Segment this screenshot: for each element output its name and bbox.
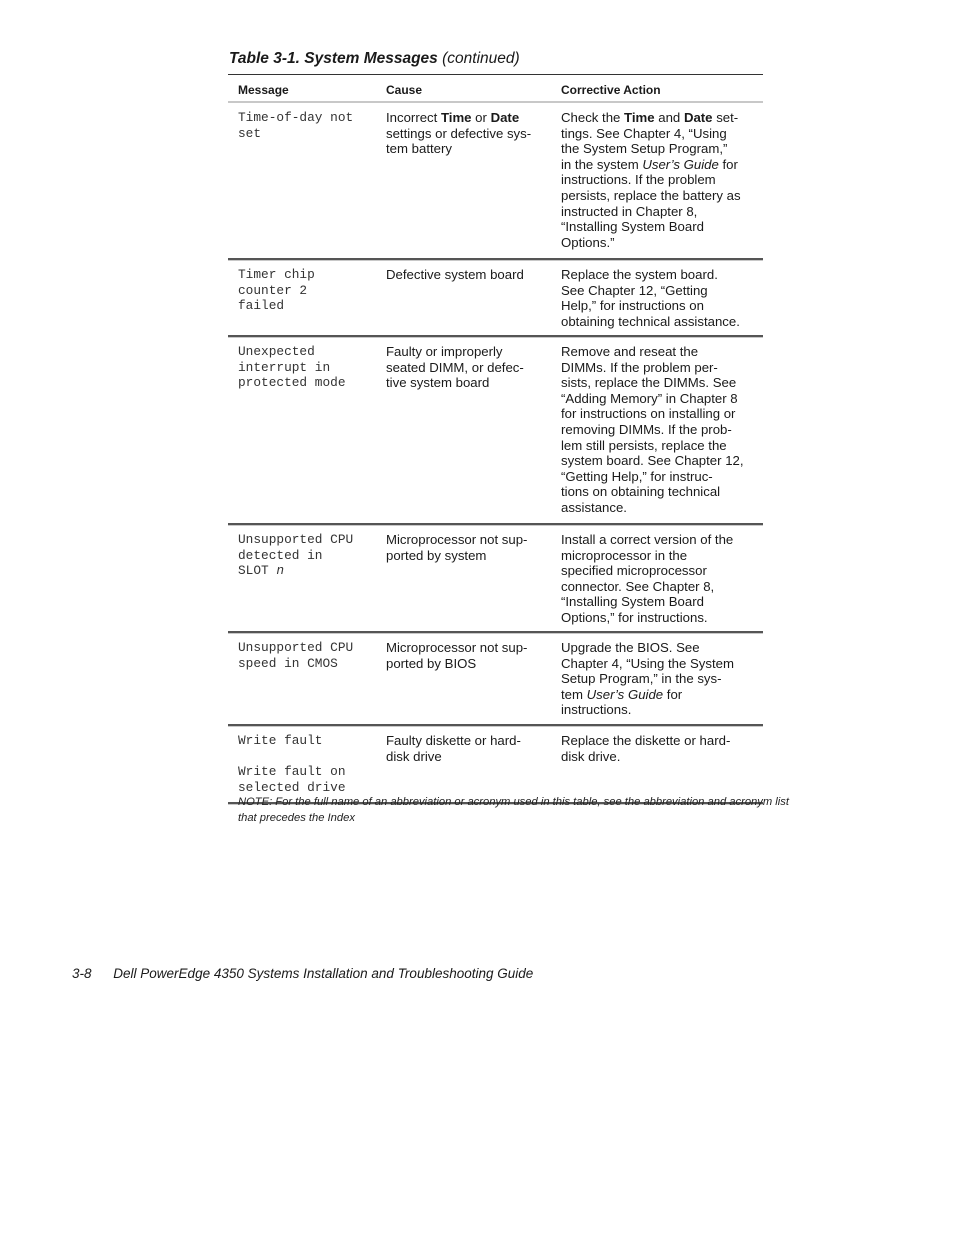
table-caption — [229, 50, 520, 68]
action-line: instructed in Chapter 8, — [561, 203, 698, 219]
cell-action — [561, 110, 761, 250]
action-line: “Installing System Board — [561, 594, 704, 610]
cell-action — [561, 267, 761, 329]
cell-cause — [386, 344, 551, 391]
message-line: Unsupported CPU — [238, 532, 354, 547]
cell-cause — [386, 733, 551, 764]
action-line: disk drive. — [561, 748, 621, 764]
message-line: Write fault on — [238, 764, 346, 780]
message-line: Unexpected — [238, 344, 315, 359]
cause-line: ported by BIOS — [386, 655, 477, 671]
cause-line: seated DIMM, or defec- — [386, 359, 524, 375]
table-row — [228, 337, 763, 525]
table-header — [228, 75, 763, 103]
action-line: “Adding Memory” in Chapter 8 — [561, 390, 738, 406]
action-line: tem User’s Guide for — [561, 686, 683, 702]
message-line: selected drive — [238, 779, 346, 795]
action-line: persists, replace the battery as — [561, 187, 741, 203]
cause-line: Faulty diskette or hard- — [386, 733, 521, 748]
action-line: instructions. If the problem — [561, 172, 716, 188]
table-title: System Messages — [304, 50, 438, 67]
action-line: Replace the system board. — [561, 267, 718, 282]
cause-line: Incorrect Time or Date — [386, 110, 520, 125]
action-line: tings. See Chapter 4, “Using — [561, 125, 727, 141]
message-line: SLOT n — [238, 563, 285, 579]
message-line: set — [238, 125, 262, 141]
cell-cause — [386, 640, 551, 671]
action-line: obtaining technical assistance. — [561, 313, 740, 329]
cell-cause — [386, 532, 551, 563]
action-line: system board. See Chapter 12, — [561, 453, 744, 469]
table-row — [228, 726, 763, 804]
cell-cause — [386, 267, 551, 283]
header-message: Message — [238, 83, 289, 97]
message-line: Time-of-day not — [238, 110, 354, 125]
page-footer — [72, 966, 533, 981]
cell-message — [238, 267, 383, 314]
action-line: tions on obtaining technical — [561, 484, 721, 500]
action-line: sists, replace the DIMMs. See — [561, 375, 737, 391]
message-line — [238, 749, 383, 765]
action-line: Setup Program,” in the sys- — [561, 671, 722, 687]
cause-line: Microprocessor not sup- — [386, 532, 528, 547]
cell-cause — [386, 110, 551, 157]
action-line: Chapter 4, “Using the System — [561, 655, 734, 671]
table-row — [228, 525, 763, 633]
action-line: lem still persists, replace the — [561, 437, 727, 453]
action-line: Check the Time and Date set- — [561, 110, 739, 125]
cause-line: ported by system — [386, 547, 487, 563]
message-line: Timer chip — [238, 267, 315, 282]
table-continued: (continued) — [442, 50, 520, 67]
message-line: detected in — [238, 547, 323, 563]
system-messages-table — [228, 74, 763, 804]
cell-action — [561, 344, 761, 516]
action-line: assistance. — [561, 499, 627, 515]
action-line: Upgrade the BIOS. See — [561, 640, 700, 655]
action-line: Options.” — [561, 234, 615, 250]
message-line: failed — [238, 298, 285, 314]
page-number: 3-8 — [72, 966, 92, 981]
cell-message — [238, 110, 383, 141]
cause-line: settings or defective sys- — [386, 125, 532, 141]
table-row — [228, 260, 763, 337]
table-number: Table 3-1. — [229, 50, 300, 67]
action-line: the System Setup Program,” — [561, 141, 728, 157]
cell-message — [238, 344, 383, 391]
message-line: protected mode — [238, 375, 346, 391]
cause-line: disk drive — [386, 748, 442, 764]
action-line: for instructions on installing or — [561, 406, 736, 422]
cause-line: Defective system board — [386, 267, 524, 282]
cell-action — [561, 532, 761, 626]
cell-action — [561, 733, 761, 764]
action-line: Replace the diskette or hard- — [561, 733, 731, 748]
action-line: See Chapter 12, “Getting — [561, 282, 708, 298]
message-line: speed in CMOS — [238, 655, 338, 671]
cause-line: tive system board — [386, 375, 490, 391]
action-line: “Installing System Board — [561, 219, 704, 235]
action-line: specified microprocessor — [561, 563, 707, 579]
header-corrective-action: Corrective Action — [561, 83, 661, 97]
document-title: Dell PowerEdge 4350 Systems Installation and Troubleshooting Guide — [113, 966, 534, 981]
action-line: Help,” for instructions on — [561, 298, 704, 314]
action-line: microprocessor in the — [561, 547, 688, 563]
cell-message — [238, 532, 383, 579]
header-cause: Cause — [386, 83, 423, 97]
cell-message — [238, 733, 383, 795]
action-line: connector. See Chapter 8, — [561, 578, 715, 594]
cell-action — [561, 640, 761, 718]
cell-message — [238, 640, 383, 671]
action-line: instructions. — [561, 702, 632, 718]
table-row — [228, 633, 763, 726]
action-line: Options,” for instructions. — [561, 609, 708, 625]
table-row — [228, 103, 763, 260]
message-line: Unsupported CPU — [238, 640, 354, 655]
action-line: “Getting Help,” for instruc- — [561, 468, 713, 484]
table-note: NOTE: For the full name of an abbreviation or acronym used in this table, see the abbreviation and acronym list that precedes the Index — [238, 796, 789, 824]
message-line: interrupt in — [238, 359, 331, 375]
message-line: counter 2 — [238, 282, 308, 298]
action-line: Remove and reseat the — [561, 344, 699, 359]
action-line: DIMMs. If the problem per- — [561, 359, 718, 375]
message-line: Write fault — [238, 733, 323, 748]
cause-line: Faulty or improperly — [386, 344, 503, 359]
table-body — [228, 103, 763, 804]
action-line: Install a correct version of the — [561, 532, 734, 547]
cause-line: Microprocessor not sup- — [386, 640, 528, 655]
action-line: removing DIMMs. If the prob- — [561, 421, 732, 437]
action-line: in the system User’s Guide for — [561, 156, 738, 172]
cause-line: tem battery — [386, 141, 452, 157]
